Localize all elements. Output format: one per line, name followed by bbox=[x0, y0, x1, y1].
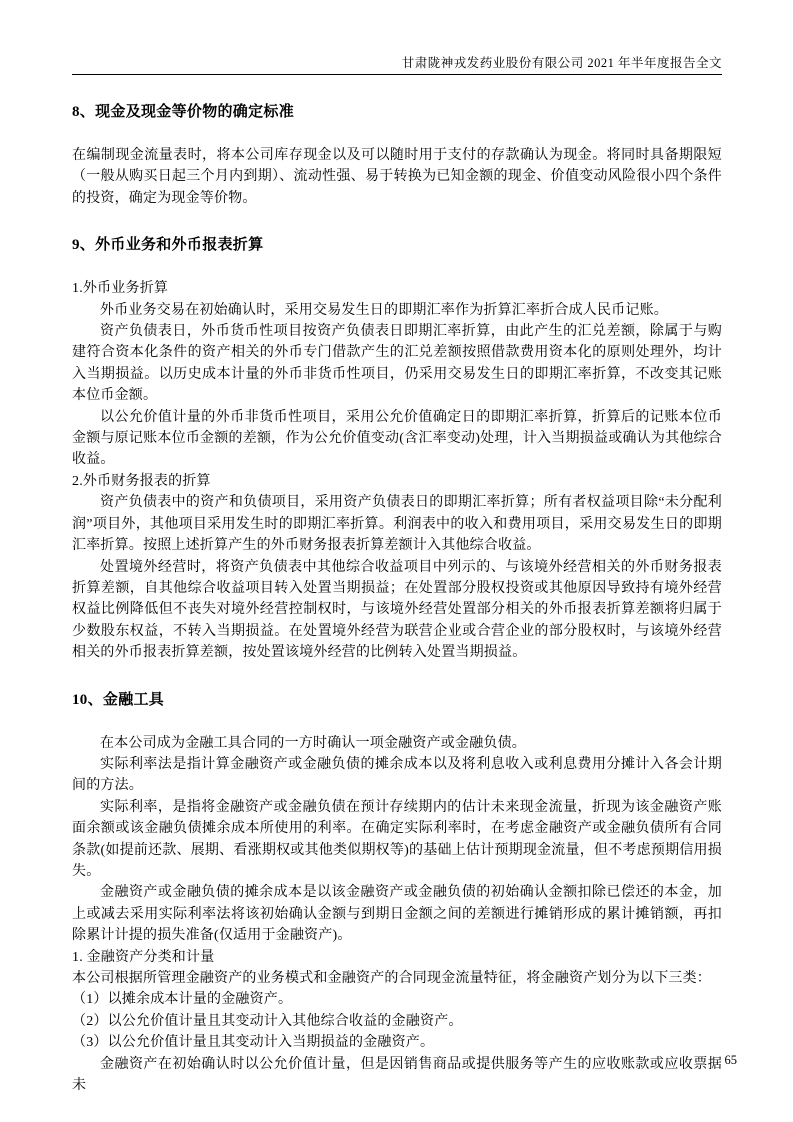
paragraph-classification-intro: 本公司根据所管理金融资产的业务模式和金融资产的合同现金流量特征，将金融资产划分为以下三类： bbox=[72, 971, 711, 986]
subheading-financial-asset-classification: 1. 金融资产分类和计量 bbox=[72, 949, 215, 965]
paragraph-effective-interest-method: 实际利率法是指计算金融资产或金融负债的摊余成本以及将利息收入或利息费用分摊计入各会计期间的方法。 bbox=[72, 756, 722, 794]
page-header bbox=[72, 53, 722, 71]
paragraph-amortized-cost: 金融资产或金融负债的摊余成本是以该金融资产或金融负债的初始确认金额扣除已偿还的本金，加上或减去采用实际利率法将该初始确认金额与到期日金额之间的差额进行摊销形成的累计摊销额，再扣除累计计提的损失准备(仅适用于金融资产)。 bbox=[72, 885, 722, 944]
subheading-foreign-currency-business: 1.外币业务折算 bbox=[72, 281, 169, 297]
paragraph-initial-measurement: 金融资产在初始确认时以公允价值计量，但是因销售商品或提供服务等产生的应收账款或应收票据未 bbox=[72, 1056, 722, 1094]
paragraph-cash-equivalents: 在编制现金流量表时，将本公司库存现金以及可以随时用于支付的存款确认为现金。将同时具备期限短（一般从购买日起三个月内到期）、流动性强、易于转换为已知金额的现金、价值变动风险很小四个条件的投资，确定为现金等价物。 bbox=[72, 148, 722, 206]
paragraph-fx-fair-value-items: 以公允价值计量的外币非货币性项目，采用公允价值确定日的即期汇率折算，折算后的记账本位币金额与原记账本位币金额的差额，作为公允价值变动(含汇率变动)处理，计入当期损益或确认为其他综合收益。 bbox=[72, 409, 722, 468]
paragraph-fx-statement-translation: 资产负债表中的资产和负债项目，采用资产负债表日的即期汇率折算；所有者权益项目除“未分配利润”项目外，其他项目采用发生时的即期汇率折算。利润表中的收入和费用项目，采用交易发生日的即期汇率折算。按照上述折算产生的外币财务报表折算差额计入其他综合收益。 bbox=[72, 495, 722, 554]
paragraph-financial-instrument-recognition: 在本公司成为金融工具合同的一方时确认一项金融资产或金融负债。 bbox=[100, 735, 526, 751]
section-8-heading: 8、现金及现金等价物的确定标准 bbox=[72, 104, 295, 120]
paragraph-fx-balance-sheet-date: 资产负债表日，外币货币性项目按资产负债表日即期汇率折算，由此产生的汇兑差额，除属于与购建符合资本化条件的资产相关的外币专门借款产生的汇兑差额按照借款费用资本化的原则处理外，均计入当期损益。以历史成本计量的外币非货币性项目，仍采用交易发生日的即期汇率折算，不改变其记账本位币金额。 bbox=[72, 324, 722, 404]
subheading-foreign-financial-statements: 2.外币财务报表的折算 bbox=[72, 473, 211, 489]
paragraph-effective-interest-rate: 实际利率，是指将金融资产或金融负债在预计存续期内的估计未来现金流量，折现为该金融资产账面余额或该金融负债摊余成本所使用的利率。在确定实际利率时，在考虑金融资产或金融负债所有合同条款(如提前还款、展期、看涨期权或其他类似期权等)的基础上估计预期现金流量，但不考虑预期信用损失。 bbox=[72, 799, 722, 879]
section-10-heading: 10、金融工具 bbox=[72, 691, 165, 708]
header-divider bbox=[72, 74, 722, 75]
list-item-amortized-cost-assets: （1）以摊余成本计量的金融资产。 bbox=[72, 992, 293, 1008]
header-title: 甘肃陇神戎发药业股份有限公司 2021 年半年度报告全文 bbox=[401, 56, 722, 70]
paragraph-fx-disposal-foreign-operation: 处置境外经营时，将资产负债表中其他综合收益项目中列示的、与该境外经营相关的外币财务报表折算差额，自其他综合收益项目转入处置当期损益；在处置部分股权投资或其他原因导致持有境外经营权益比例降低但不丧失对境外经营控制权时，与该境外经营处置部分相关的外币报表折算差额将归属于少数股东权益，不转入当期损益。在处置境外经营为联营企业或合营企业的部分股权时，与该境外经营相关的外币报表折算差额，按处置该境外经营的比例转入处置当期损益。 bbox=[72, 559, 722, 661]
paragraph-fx-initial-recognition: 外币业务交易在初始确认时，采用交易发生日的即期汇率作为折算汇率折合成人民币记账。 bbox=[100, 302, 668, 318]
list-item-fvoci-assets: （2）以公允价值计量且其变动计入其他综合收益的金融资产。 bbox=[72, 1013, 463, 1029]
list-item-fvtpl-assets: （3）以公允价值计量且其变动计入当期损益的金融资产。 bbox=[72, 1035, 435, 1051]
page-footer bbox=[725, 1053, 738, 1068]
section-9-heading: 9、外币业务和外币报表折算 bbox=[72, 237, 264, 254]
page-number: 65 bbox=[724, 1053, 737, 1067]
document-body bbox=[72, 76, 722, 1096]
